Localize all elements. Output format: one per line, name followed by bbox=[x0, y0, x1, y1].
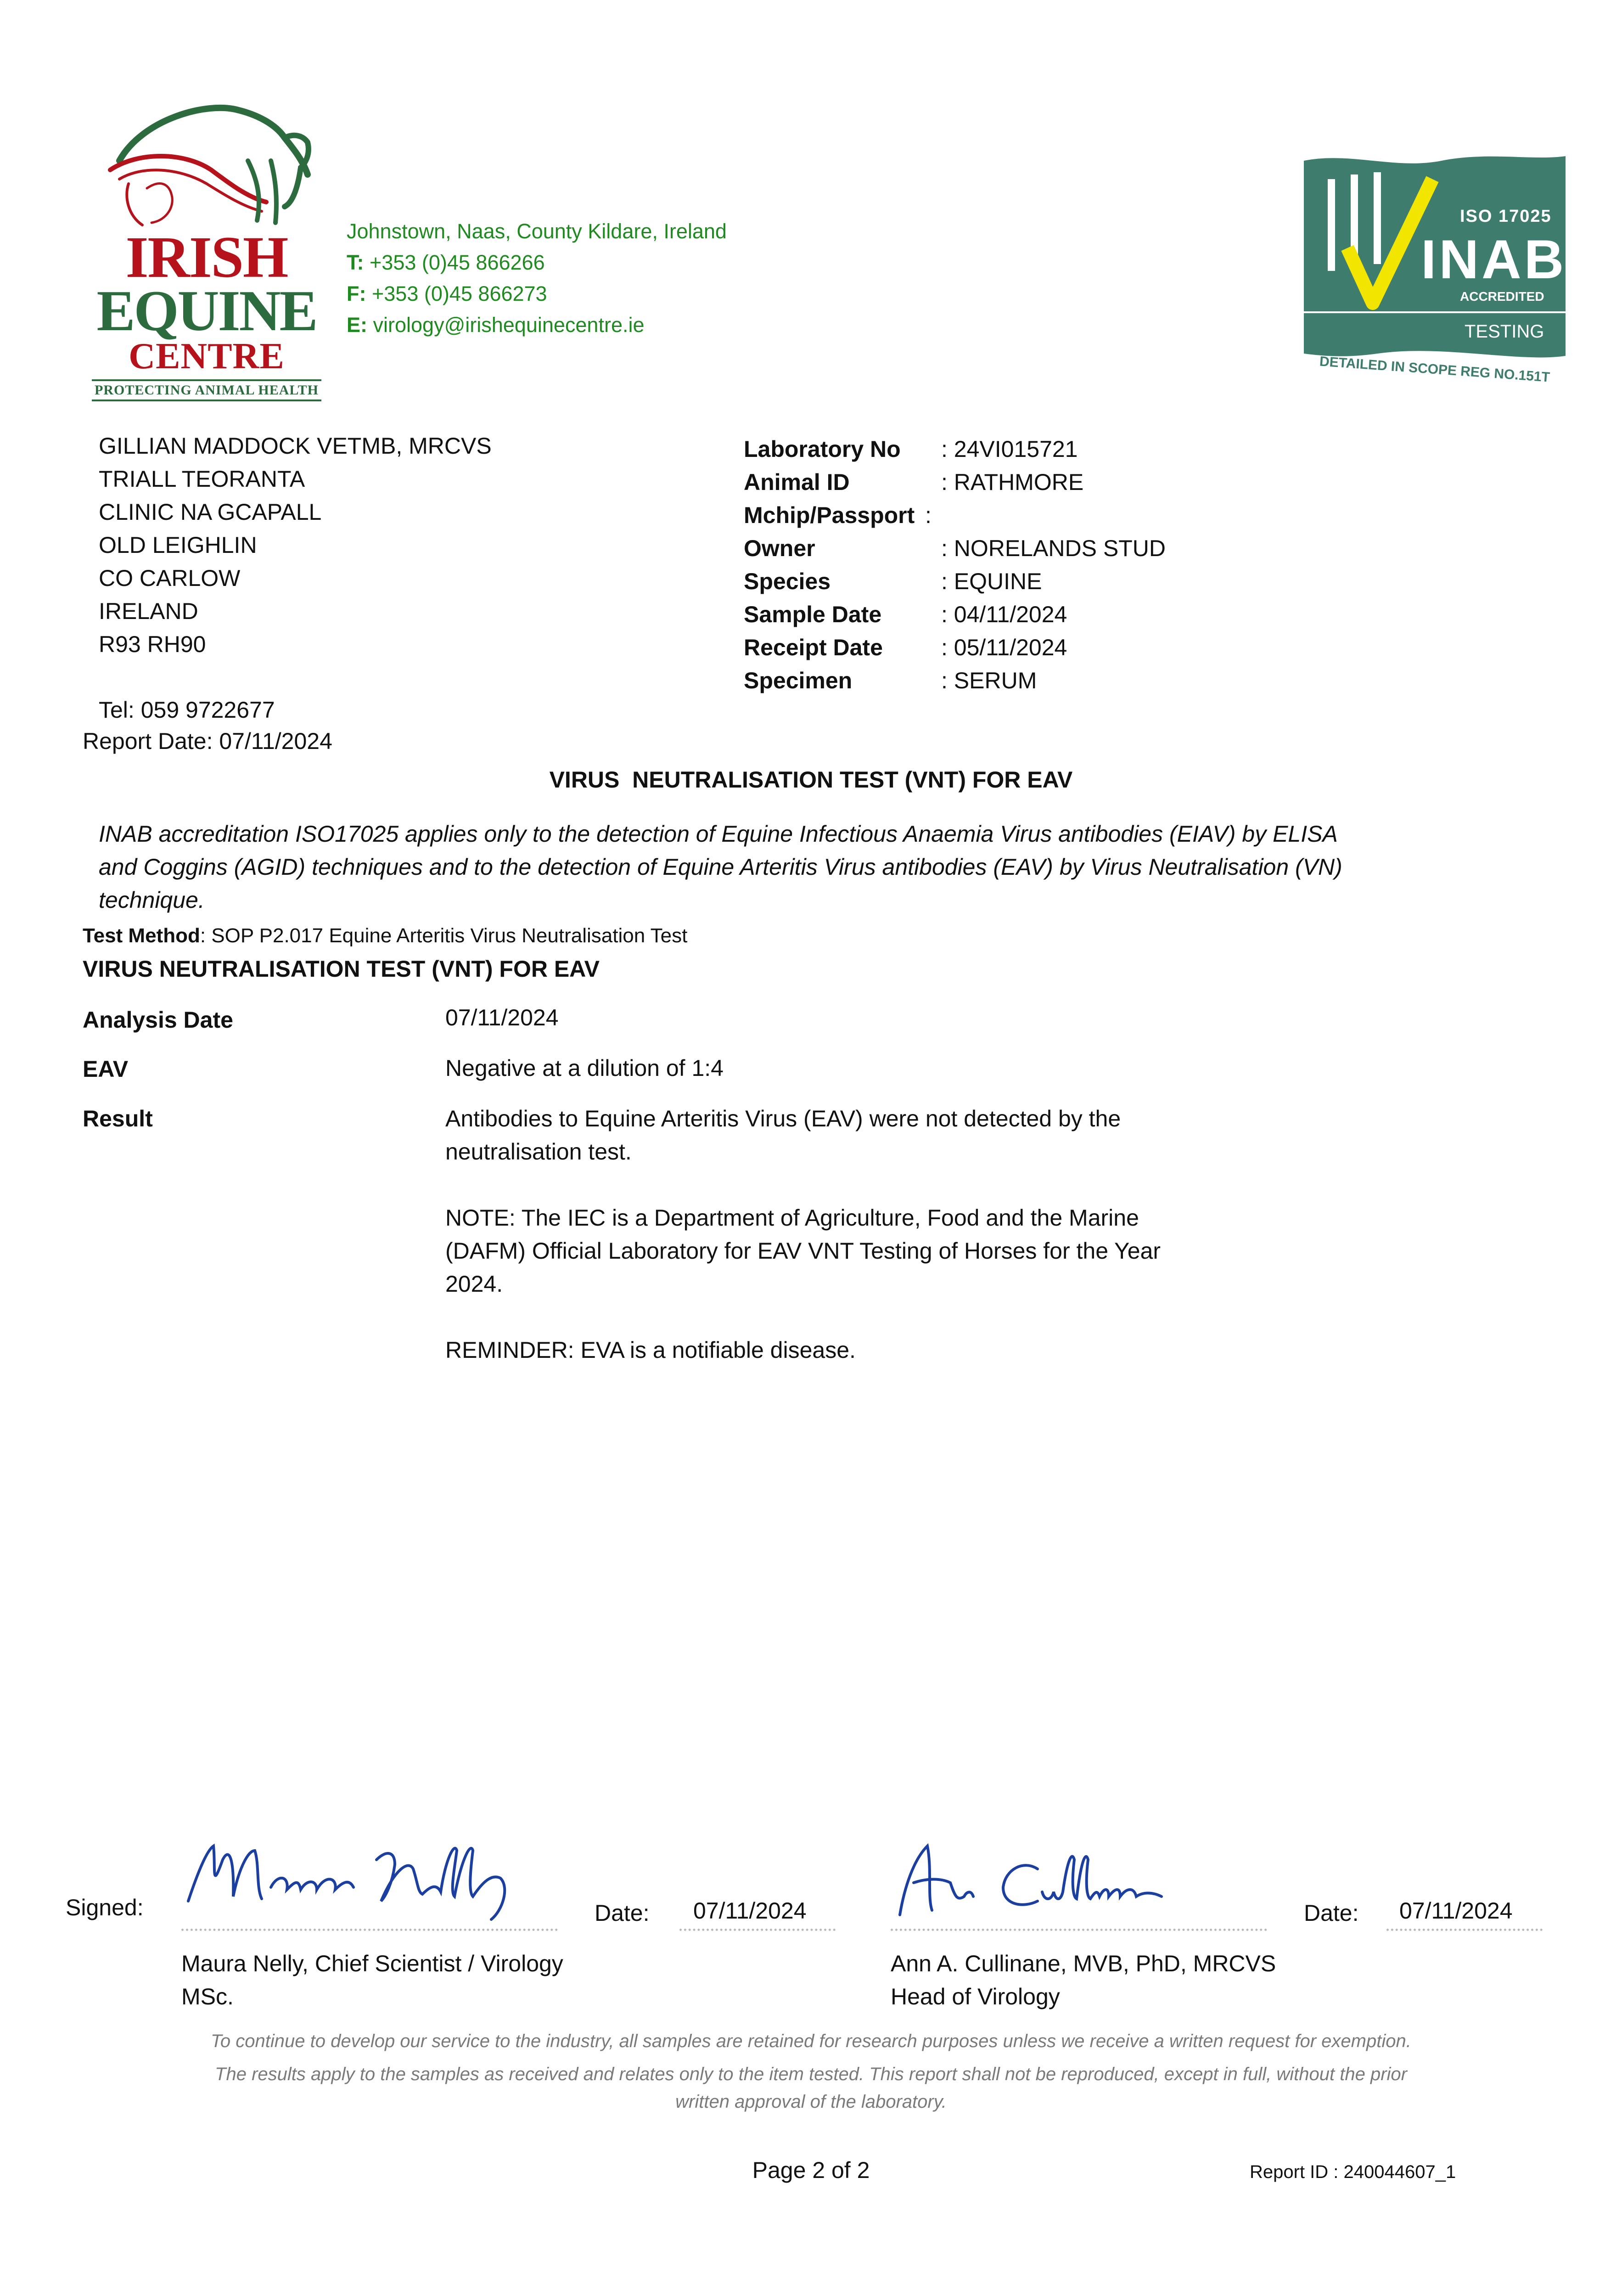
right-signatory bbox=[891, 1947, 1276, 2013]
result-label: Result bbox=[83, 1106, 153, 1131]
logo-equine-text: EQUINE bbox=[96, 279, 317, 343]
inab-accredited-text: ACCREDITED bbox=[1460, 289, 1544, 304]
note-line: (DAFM) Official Laboratory for EAV VNT Testing of Horses for the Year bbox=[445, 1238, 1161, 1264]
note-line: INAB accreditation ISO17025 applies only to the detection of Equine Infectious Anaemia Virus antibodies (EIAV) by ELISA bbox=[99, 821, 1338, 847]
note-line: NOTE: The IEC is a Department of Agriculture, Food and the Marine bbox=[445, 1205, 1139, 1231]
left-date-label: Date: bbox=[595, 1900, 650, 1926]
lab-info-row: Animal ID : RATHMORE bbox=[744, 469, 1084, 495]
recipient-line: GILLIAN MADDOCK VETMB, MRCVS bbox=[99, 433, 492, 459]
lab-info-row: Sample Date : 04/11/2024 bbox=[744, 602, 1067, 627]
eav-value: Negative at a dilution of 1:4 bbox=[445, 1055, 724, 1081]
right-date-value: 07/11/2024 bbox=[1399, 1898, 1513, 1924]
contact-email: E: virology@irishequinecentre.ie bbox=[347, 313, 645, 337]
lab-info-row: Specimen : SERUM bbox=[744, 668, 1037, 693]
note-line: and Coggins (AGID) techniques and to the detection of Equine Arteritis Virus antibodies (EAV) by Virus Neutralisation (VN) bbox=[99, 854, 1342, 880]
right-date-label: Date: bbox=[1304, 1900, 1359, 1926]
contact-fax: F: +353 (0)45 866273 bbox=[347, 282, 547, 305]
date-line-left bbox=[679, 1929, 836, 1931]
signatory-name: Maura Nelly, Chief Scientist / Virology bbox=[181, 1951, 563, 1976]
recipient-tel: Tel: 059 9722677 bbox=[99, 697, 275, 723]
report-date: Report Date: 07/11/2024 bbox=[83, 728, 332, 754]
recipient-line: TRIALL TEORANTA bbox=[99, 466, 305, 492]
contact-block bbox=[347, 216, 727, 341]
inab-iso-text: ISO 17025 bbox=[1460, 207, 1552, 226]
left-date-value: 07/11/2024 bbox=[693, 1898, 807, 1924]
result-text bbox=[445, 1102, 1235, 1367]
result-line: Antibodies to Equine Arteritis Virus (EAV) were not detected by the bbox=[445, 1106, 1121, 1131]
recipient-line: OLD LEIGHLIN bbox=[99, 532, 257, 558]
signed-label: Signed: bbox=[66, 1895, 144, 1920]
test-method: Test Method: SOP P2.017 Equine Arteritis Virus Neutralisation Test bbox=[83, 924, 688, 947]
date-line-right bbox=[1386, 1929, 1543, 1931]
analysis-date-value: 07/11/2024 bbox=[445, 1005, 559, 1030]
note-line: 2024. bbox=[445, 1271, 503, 1297]
contact-address: Johnstown, Naas, County Kildare, Ireland bbox=[347, 219, 727, 243]
report-id: Report ID : 240044607_1 bbox=[1250, 2162, 1456, 2182]
recipient-line: CO CARLOW bbox=[99, 565, 241, 591]
signatory-name: Ann A. Cullinane, MVB, PhD, MRCVS bbox=[891, 1951, 1276, 1976]
section-title: VIRUS NEUTRALISATION TEST (VNT) FOR EAV bbox=[83, 956, 600, 982]
inab-accreditation-badge bbox=[1304, 152, 1566, 395]
left-signatory bbox=[181, 1947, 563, 2013]
footer-line: The results apply to the samples as received and relates only to the item tested. This report shall not be reproduced, except in full, without the prior bbox=[215, 2064, 1407, 2084]
horse-logo-icon bbox=[92, 92, 321, 230]
signature-line-left bbox=[181, 1929, 558, 1931]
footer-disclaimer bbox=[0, 2027, 1622, 2116]
signature-maura-nelly-icon bbox=[179, 1832, 528, 1924]
contact-tel: T: +353 (0)45 866266 bbox=[347, 251, 545, 274]
reminder-line: REMINDER: EVA is a notifiable disease. bbox=[445, 1337, 856, 1363]
logo-irish-text: IRISH bbox=[125, 225, 288, 290]
logo-tagline: PROTECTING ANIMAL HEALTH bbox=[92, 379, 321, 401]
footer-line: written approval of the laboratory. bbox=[675, 2092, 947, 2112]
inab-scope-text: DETAILED IN SCOPE REG NO.151T bbox=[1319, 354, 1551, 385]
analysis-date-label: Analysis Date bbox=[83, 1007, 233, 1033]
inab-text: INAB bbox=[1421, 229, 1567, 290]
recipient-address bbox=[99, 429, 492, 661]
lab-info-row: Laboratory No : 24VI015721 bbox=[744, 436, 1078, 462]
lab-info-row: Mchip/Passport : bbox=[744, 502, 932, 528]
lab-info-row: Species : EQUINE bbox=[744, 568, 1042, 594]
lab-info-row: Owner : NORELANDS STUD bbox=[744, 535, 1166, 561]
recipient-line: R93 RH90 bbox=[99, 631, 206, 657]
signature-line-right bbox=[891, 1929, 1267, 1931]
main-title: VIRUS NEUTRALISATION TEST (VNT) FOR EAV bbox=[549, 767, 1073, 793]
recipient-line: CLINIC NA GCAPALL bbox=[99, 499, 322, 525]
inab-testing-text: TESTING bbox=[1465, 321, 1544, 342]
signatory-title: MSc. bbox=[181, 1984, 234, 2009]
signatory-title: Head of Virology bbox=[891, 1984, 1060, 2009]
page-number: Page 2 of 2 bbox=[752, 2157, 870, 2183]
footer-line: To continue to develop our service to the industry, all samples are retained for research purposes unless we receive a written request for exemption. bbox=[211, 2031, 1411, 2051]
irish-equine-centre-logo bbox=[92, 92, 321, 409]
signature-ann-cullinane-icon bbox=[886, 1832, 1207, 1924]
recipient-line: IRELAND bbox=[99, 598, 198, 624]
accreditation-note bbox=[99, 817, 1568, 917]
note-line: technique. bbox=[99, 887, 205, 913]
result-line: neutralisation test. bbox=[445, 1139, 632, 1165]
logo-centre-text: CENTRE bbox=[129, 336, 285, 377]
lab-info-row: Receipt Date : 05/11/2024 bbox=[744, 635, 1067, 660]
eav-label: EAV bbox=[83, 1056, 129, 1082]
